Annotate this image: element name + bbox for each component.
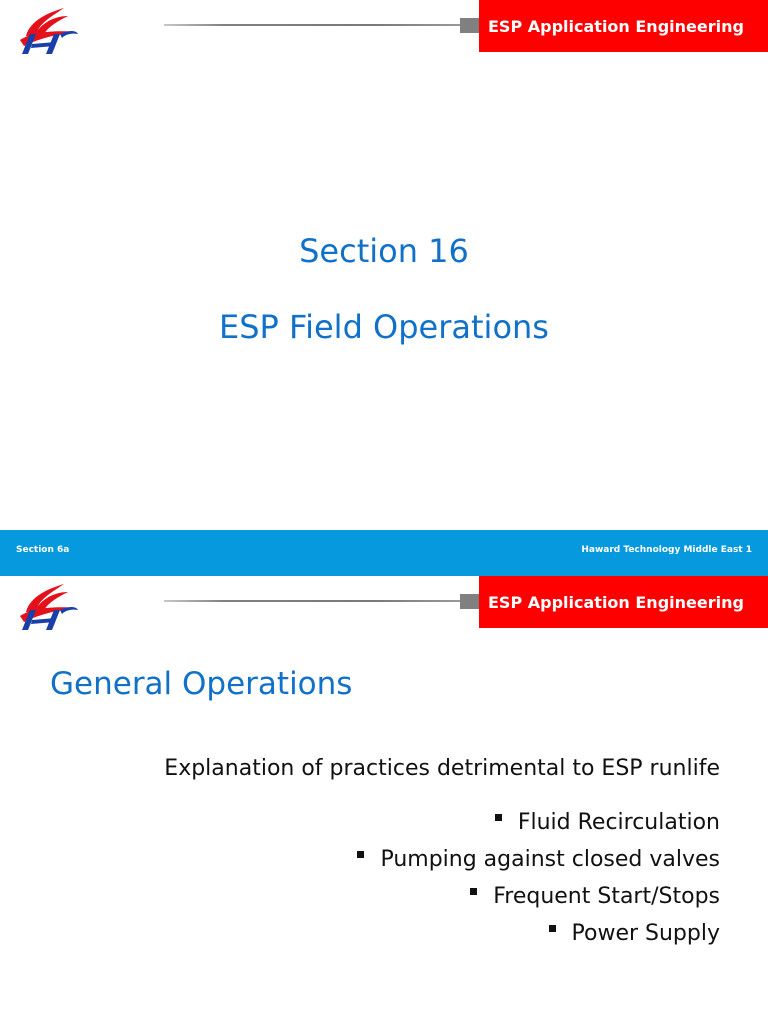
square-bullet-icon — [357, 851, 364, 858]
header-divider-square — [460, 594, 480, 609]
list-item — [357, 845, 720, 882]
slide-heading: General Operations — [50, 666, 353, 702]
footer-bar — [0, 530, 768, 576]
header-title: ESP Application Engineering — [488, 592, 744, 612]
bullet-text: Pumping against closed valves — [380, 847, 720, 872]
header-divider-line — [164, 24, 464, 26]
intro-text: Explanation of practices detrimental to ESP runlife — [164, 756, 720, 781]
bullet-text: Fluid Recirculation — [517, 810, 720, 835]
section-title: Section 16 — [299, 232, 469, 270]
square-bullet-icon — [470, 888, 477, 895]
bullet-text: Power Supply — [571, 921, 720, 946]
company-logo-icon — [16, 582, 82, 632]
header-title-box — [479, 576, 768, 628]
header-divider-line — [164, 600, 464, 602]
section-subtitle: ESP Field Operations — [219, 308, 549, 346]
list-item — [357, 882, 720, 919]
list-item — [357, 919, 720, 956]
header-title-box — [479, 0, 768, 52]
bullet-text: Frequent Start/Stops — [493, 884, 720, 909]
square-bullet-icon — [495, 814, 502, 821]
slide-2 — [0, 576, 768, 1024]
footer-section-label: Section 6a — [16, 545, 70, 555]
footer-company-page: Haward Technology Middle East 1 — [581, 545, 752, 555]
square-bullet-icon — [549, 925, 556, 932]
bullet-list — [357, 808, 720, 956]
header-title: ESP Application Engineering — [488, 16, 744, 36]
list-item — [357, 808, 720, 845]
header-divider-square — [460, 18, 480, 33]
company-logo-icon — [16, 6, 82, 56]
